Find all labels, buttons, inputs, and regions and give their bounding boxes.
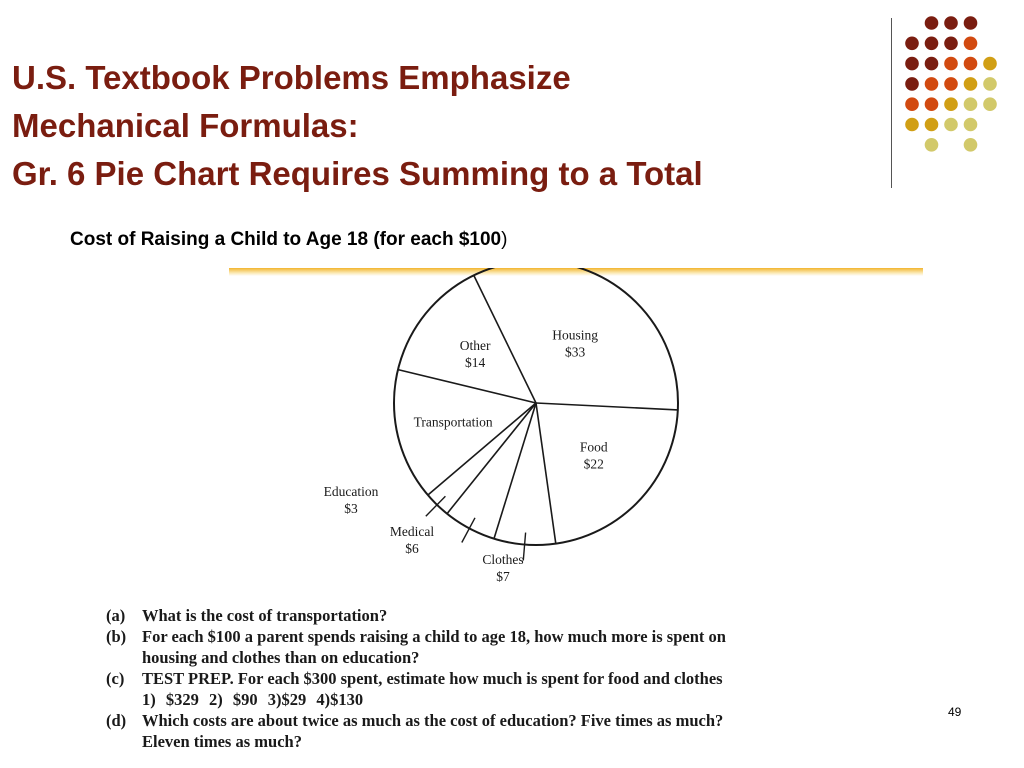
- decorative-dot: [905, 77, 919, 91]
- slice-value-medical: $6: [405, 541, 419, 556]
- decorative-dot: [983, 97, 997, 111]
- decorative-dot: [944, 97, 958, 111]
- leader-line-clothes: [523, 533, 525, 561]
- title-line-2: Mechanical Formulas:: [12, 107, 359, 144]
- slice-boundary-other: [398, 370, 536, 403]
- question-d-text: Which costs are about twice as much as the cost of education? Five times as much?: [142, 711, 724, 730]
- decorative-dot: [964, 118, 978, 132]
- decorative-dot: [964, 77, 978, 91]
- slice-value-housing: $33: [564, 344, 586, 360]
- decorative-dot: [905, 118, 919, 132]
- slice-label-food: Food: [579, 439, 608, 455]
- decorative-dot: [964, 16, 978, 30]
- decorative-dot: [944, 16, 958, 30]
- slice-value-food: $22: [583, 456, 604, 472]
- textbook-scan: [103, 268, 923, 763]
- title-line-1: U.S. Textbook Problems Emphasize: [12, 59, 571, 96]
- pie-chart: [103, 268, 923, 598]
- question-c-label: (c): [106, 669, 125, 688]
- decorative-dot: [964, 97, 978, 111]
- slide-title: [12, 54, 872, 198]
- question-list: [106, 605, 906, 752]
- slice-label-clothes: Clothes: [482, 552, 524, 567]
- decorative-dot: [925, 118, 939, 132]
- slice-value-education: $3: [344, 501, 358, 516]
- decorative-dot: [964, 138, 978, 152]
- slice-boundary-medical: [494, 403, 536, 539]
- question-a-text: What is the cost of transportation?: [142, 606, 388, 625]
- decorative-dot: [964, 37, 978, 51]
- subtitle-text: Cost of Raising a Child to Age 18 (for each $100: [70, 229, 502, 250]
- title-line-3: Gr. 6 Pie Chart Requires Summing to a Total: [12, 155, 703, 192]
- decorative-dot: [925, 138, 939, 152]
- decorative-dot: [925, 97, 939, 111]
- decorative-dot-grid: [900, 10, 1020, 170]
- leader-line-education: [426, 496, 446, 516]
- slice-label-medical: Medical: [389, 524, 435, 539]
- question-d: [106, 710, 906, 731]
- decorative-dot: [905, 37, 919, 51]
- decorative-dot: [944, 37, 958, 51]
- subtitle-paren: ): [501, 229, 508, 250]
- question-b: [106, 626, 906, 647]
- decorative-dot: [905, 57, 919, 71]
- question-c-text: TEST PREP. For each $300 spent, estimate how much is spent for food and clothes: [142, 669, 723, 688]
- decorative-dot: [983, 77, 997, 91]
- chart-subtitle: [70, 229, 507, 251]
- slice-boundary-food: [536, 403, 678, 410]
- slice-label-housing: Housing: [552, 327, 598, 343]
- question-b-text-cont: housing and clothes than on education?: [142, 648, 420, 667]
- decorative-dot: [944, 118, 958, 132]
- slice-boundary-clothes: [536, 403, 556, 544]
- slice-label-education: Education: [323, 484, 379, 499]
- question-a-label: (a): [106, 606, 126, 625]
- decorative-dot: [925, 16, 939, 30]
- slice-value-clothes: $7: [496, 569, 510, 584]
- question-c: [106, 668, 906, 689]
- question-b-text: For each $100 a parent spends raising a child to age 18, how much more is spent on: [142, 627, 726, 646]
- decorative-dot: [983, 57, 997, 71]
- question-b-label: (b): [106, 627, 127, 646]
- question-d-text-cont: Eleven times as much?: [142, 732, 302, 751]
- decorative-dot: [944, 57, 958, 71]
- slice-value-other: $14: [464, 355, 486, 371]
- decorative-dot: [925, 57, 939, 71]
- slice-label-transportation: Transportation: [413, 414, 493, 430]
- decorative-dot: [944, 77, 958, 91]
- question-c-choices: 1) $329 2) $90 3)$29 4)$130: [142, 690, 364, 709]
- decorative-dot: [964, 57, 978, 71]
- question-a: [106, 605, 906, 626]
- slide-number: 49: [948, 705, 962, 719]
- decorative-dot: [905, 97, 919, 111]
- divider-line: [891, 18, 892, 188]
- slice-label-other: Other: [459, 338, 491, 354]
- decorative-dot: [925, 37, 939, 51]
- decorative-dot: [925, 77, 939, 91]
- question-d-label: (d): [106, 711, 127, 730]
